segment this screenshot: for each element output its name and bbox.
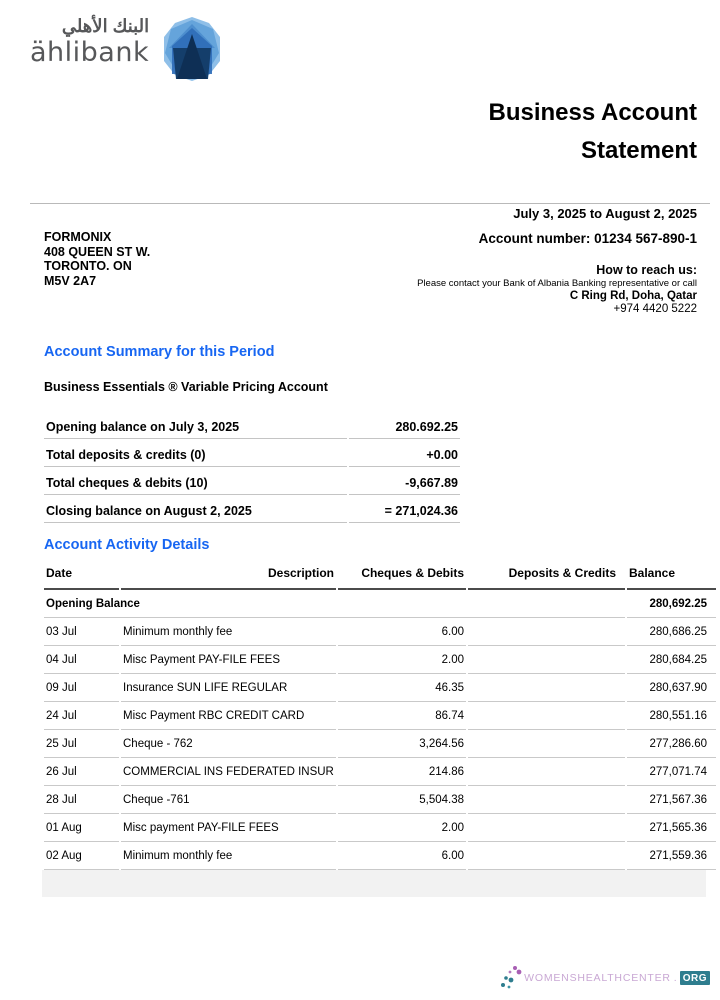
customer-city: TORONTO. ON xyxy=(44,259,132,273)
activity-table-body xyxy=(44,618,716,870)
transaction-description: Cheque -761 xyxy=(121,786,336,814)
footer-site-name: WOMENSHEALTHCENTER xyxy=(524,972,671,984)
transaction-balance: 280,684.25 xyxy=(627,646,716,674)
transaction-description: Misc Payment RBC CREDIT CARD xyxy=(121,702,336,730)
footer-separator: . xyxy=(673,972,677,984)
table-footer-bar xyxy=(42,870,706,897)
bank-wordmark: ählibank xyxy=(30,37,150,68)
summary-row-value: -9,667.89 xyxy=(349,467,461,495)
activity-column-header: Cheques & Debits xyxy=(338,561,466,590)
transaction-credit xyxy=(468,814,625,842)
activity-header-row xyxy=(44,561,716,590)
transaction-debit: 3,264.56 xyxy=(338,730,466,758)
opening-balance-row xyxy=(44,590,716,618)
transaction-row xyxy=(44,730,716,758)
transaction-debit: 214.86 xyxy=(338,758,466,786)
transaction-row xyxy=(44,814,716,842)
transaction-date: 24 Jul xyxy=(44,702,119,730)
transaction-row xyxy=(44,618,716,646)
transaction-date: 09 Jul xyxy=(44,674,119,702)
transaction-debit: 46.35 xyxy=(338,674,466,702)
opening-balance-value: 280,692.25 xyxy=(627,590,716,618)
transaction-credit xyxy=(468,702,625,730)
account-number: Account number: 01234 567-890-1 xyxy=(478,231,697,246)
transaction-description: COMMERCIAL INS FEDERATED INSUR xyxy=(121,758,336,786)
transaction-credit xyxy=(468,618,625,646)
summary-row-value: = 271,024.36 xyxy=(349,495,461,523)
transaction-balance: 271,565.36 xyxy=(627,814,716,842)
transaction-description: Minimum monthly fee xyxy=(121,618,336,646)
document-title xyxy=(489,94,698,170)
summary-row xyxy=(44,467,460,495)
transaction-balance: 271,567.36 xyxy=(627,786,716,814)
activity-column-header: Balance xyxy=(627,561,716,590)
summary-row xyxy=(44,495,460,523)
bank-phone: +974 4420 5222 xyxy=(613,303,697,315)
customer-name: FORMONIX xyxy=(44,230,112,244)
summary-row xyxy=(44,439,460,467)
header-divider xyxy=(30,203,710,204)
contact-block xyxy=(417,231,697,316)
transaction-row xyxy=(44,646,716,674)
transaction-row xyxy=(44,758,716,786)
transaction-balance: 280,551.16 xyxy=(627,702,716,730)
transaction-debit: 86.74 xyxy=(338,702,466,730)
activity-table-block xyxy=(42,561,706,897)
bank-address: C Ring Rd, Doha, Qatar xyxy=(569,290,697,302)
summary-row-value: +0.00 xyxy=(349,439,461,467)
bank-logo xyxy=(30,14,223,82)
transaction-debit: 2.00 xyxy=(338,646,466,674)
transaction-balance: 277,071.74 xyxy=(627,758,716,786)
opening-balance-label: Opening Balance xyxy=(44,590,625,618)
customer-street: 408 QUEEN ST W. xyxy=(44,244,151,259)
summary-row xyxy=(44,411,460,439)
summary-heading: Account Summary for this Period xyxy=(44,344,275,360)
reach-us-title: How to reach us: xyxy=(596,263,697,277)
transaction-balance: 271,559.36 xyxy=(627,842,716,870)
activity-heading: Account Activity Details xyxy=(44,537,210,553)
transaction-credit xyxy=(468,842,625,870)
summary-row-label: Total deposits & credits (0) xyxy=(44,439,347,467)
transaction-credit xyxy=(468,674,625,702)
summary-row-label: Closing balance on August 2, 2025 xyxy=(44,495,347,523)
transaction-debit: 2.00 xyxy=(338,814,466,842)
gem-icon xyxy=(161,16,223,82)
transaction-date: 25 Jul xyxy=(44,730,119,758)
footer-site-tld-badge: ORG xyxy=(680,971,710,985)
transaction-description: Misc Payment PAY-FILE FEES xyxy=(121,646,336,674)
transaction-description: Insurance SUN LIFE REGULAR xyxy=(121,674,336,702)
footer-watermark xyxy=(500,965,710,991)
transaction-description: Misc payment PAY-FILE FEES xyxy=(121,814,336,842)
transaction-credit xyxy=(468,758,625,786)
transaction-row xyxy=(44,842,716,870)
transaction-date: 28 Jul xyxy=(44,786,119,814)
transaction-date: 03 Jul xyxy=(44,618,119,646)
bank-logo-text xyxy=(30,14,149,68)
transaction-debit: 6.00 xyxy=(338,842,466,870)
activity-column-header: Date xyxy=(44,561,119,590)
transaction-debit: 5,504.38 xyxy=(338,786,466,814)
summary-row-label: Total cheques & debits (10) xyxy=(44,467,347,495)
dots-swirl-icon xyxy=(500,965,522,991)
transaction-credit xyxy=(468,786,625,814)
transaction-date: 26 Jul xyxy=(44,758,119,786)
transaction-balance: 280,686.25 xyxy=(627,618,716,646)
customer-address-block xyxy=(44,230,150,288)
transaction-debit: 6.00 xyxy=(338,618,466,646)
transaction-description: Minimum monthly fee xyxy=(121,842,336,870)
transaction-description: Cheque - 762 xyxy=(121,730,336,758)
statement-period: July 3, 2025 to August 2, 2025 xyxy=(513,206,697,221)
bank-arabic-name: البنك الأهلي xyxy=(61,16,150,36)
transaction-credit xyxy=(468,646,625,674)
document-title-line2: Statement xyxy=(580,137,697,164)
activity-table xyxy=(42,561,718,870)
summary-table xyxy=(42,411,462,523)
summary-row-value: 280.692.25 xyxy=(349,411,461,439)
transaction-row xyxy=(44,674,716,702)
transaction-credit xyxy=(468,730,625,758)
transaction-row xyxy=(44,702,716,730)
activity-column-header: Deposits & Credits xyxy=(468,561,625,590)
document-title-line1: Business Account xyxy=(488,99,697,126)
transaction-balance: 277,286.60 xyxy=(627,730,716,758)
transaction-date: 02 Aug xyxy=(44,842,119,870)
transaction-date: 01 Aug xyxy=(44,814,119,842)
transaction-date: 04 Jul xyxy=(44,646,119,674)
activity-column-header: Description xyxy=(121,561,336,590)
customer-postal: M5V 2A7 xyxy=(44,273,97,288)
transaction-row xyxy=(44,786,716,814)
product-name: Business Essentials ® Variable Pricing Account xyxy=(44,380,328,394)
transaction-balance: 280,637.90 xyxy=(627,674,716,702)
summary-table-body xyxy=(44,411,460,523)
summary-row-label: Opening balance on July 3, 2025 xyxy=(44,411,347,439)
reach-us-line: Please contact your Bank of Albania Banking representative or call xyxy=(417,278,697,289)
